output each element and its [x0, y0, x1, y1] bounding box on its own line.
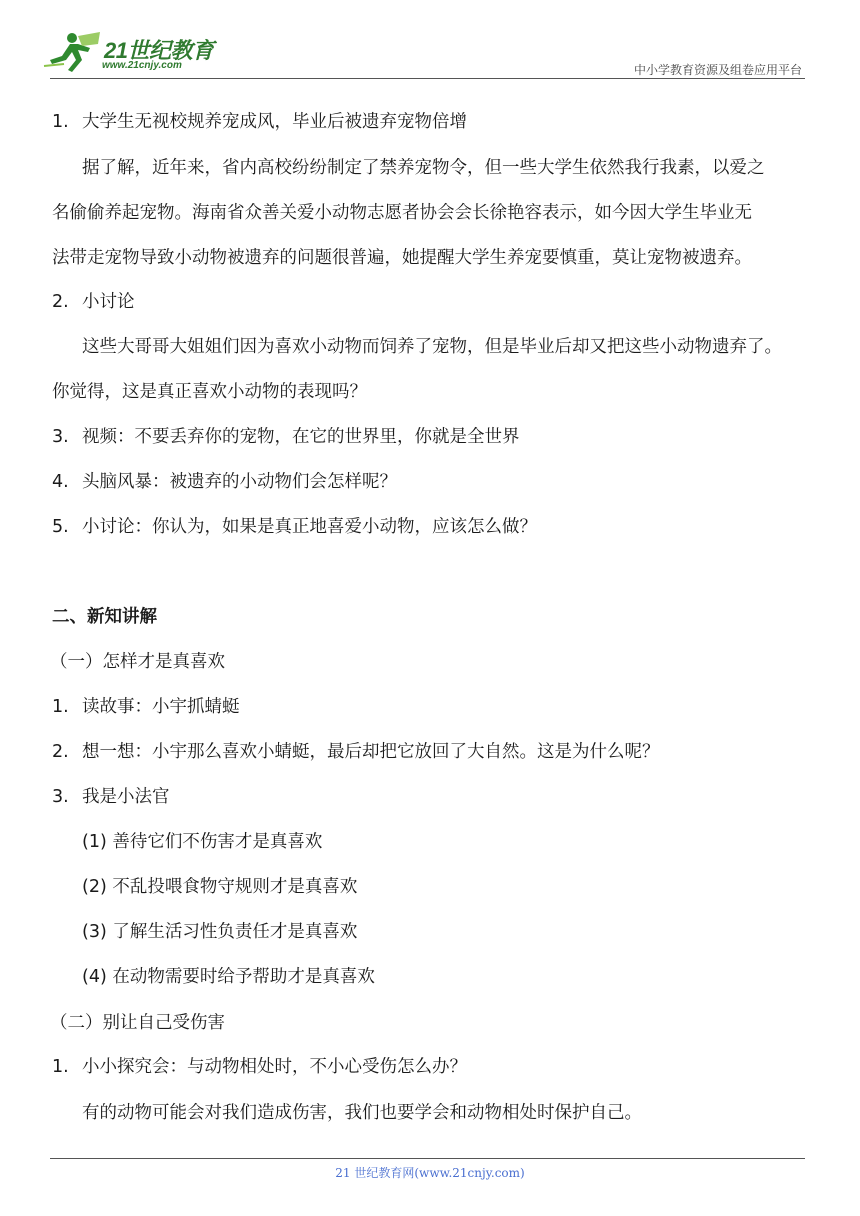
- paragraph-line: 你觉得，这是真正喜欢小动物的表现吗？: [52, 382, 367, 402]
- subsection-heading: （一）怎样才是真喜欢: [50, 652, 225, 672]
- sub-item: (2) 不乱投喂食物守规则才是真喜欢: [82, 877, 358, 897]
- platform-name: 中小学教育资源及组卷应用平台: [633, 63, 802, 77]
- item-text: 想一想：小宇那么喜欢小蜻蜓，最后却把它放回了大自然。这是为什么呢？: [82, 742, 660, 762]
- item-number: 4.: [52, 472, 69, 492]
- paragraph-line: 法带走宠物导致小动物被遗弃的问题很普遍，她提醒大学生养宠要慎重，莫让宠物被遗弃。: [52, 248, 752, 268]
- item-number: 2.: [52, 742, 69, 762]
- sub-item: (3) 了解生活习性负责任才是真喜欢: [82, 922, 358, 942]
- site-logo: [42, 30, 222, 78]
- item-number: 5.: [52, 517, 69, 537]
- footer-divider: [50, 1158, 805, 1159]
- item-text: 我是小法官: [82, 787, 170, 807]
- item-text: 读故事：小宇抓蜻蜓: [82, 697, 240, 717]
- item-number: 3.: [52, 787, 69, 807]
- item-text: 大学生无视校规养宠成风，毕业后被遗弃宠物倍增: [82, 112, 467, 132]
- item-number: 3.: [52, 427, 69, 447]
- sub-item: (4) 在动物需要时给予帮助才是真喜欢: [82, 967, 375, 987]
- paragraph-line: 这些大哥哥大姐姐们因为喜欢小动物而饲养了宠物，但是毕业后却又把这些小动物遗弃了。: [82, 337, 782, 357]
- logo-text: 21世纪教育: [104, 38, 214, 63]
- item-text: 小讨论: [82, 292, 135, 312]
- footer-text[interactable]: 21 世纪教育网(www.21cnjy.com): [335, 1166, 525, 1180]
- section-heading: 二、新知讲解: [52, 607, 157, 627]
- header-divider: [50, 78, 805, 79]
- item-number: 1.: [52, 697, 69, 717]
- item-text: 小小探究会：与动物相处时，不小心受伤怎么办？: [82, 1057, 467, 1077]
- item-number: 1.: [52, 1057, 69, 1077]
- paragraph-line: 名偷偷养起宠物。海南省众善关爱小动物志愿者协会会长徐艳容表示，如今因大学生毕业无: [52, 203, 752, 223]
- sub-item: (1) 善待它们不伤害才是真喜欢: [82, 832, 323, 852]
- item-text: 视频：不要丢弃你的宠物，在它的世界里，你就是全世界: [82, 427, 520, 447]
- subsection-heading: （二）别让自己受伤害: [50, 1013, 225, 1033]
- item-number: 1.: [52, 112, 69, 132]
- logo-subtext: www.21cnjy.com: [102, 60, 182, 71]
- paragraph-line: 有的动物可能会对我们造成伤害，我们也要学会和动物相处时保护自己。: [82, 1103, 642, 1123]
- item-text: 小讨论：你认为，如果是真正地喜爱小动物，应该怎么做？: [82, 517, 537, 537]
- page-header: [0, 0, 860, 80]
- item-text: 头脑风暴：被遗弃的小动物们会怎样呢？: [82, 472, 397, 492]
- runner-logo-icon: [42, 30, 102, 74]
- paragraph-line: 据了解，近年来，省内高校纷纷制定了禁养宠物令，但一些大学生依然我行我素，以爱之: [82, 158, 765, 178]
- item-number: 2.: [52, 292, 69, 312]
